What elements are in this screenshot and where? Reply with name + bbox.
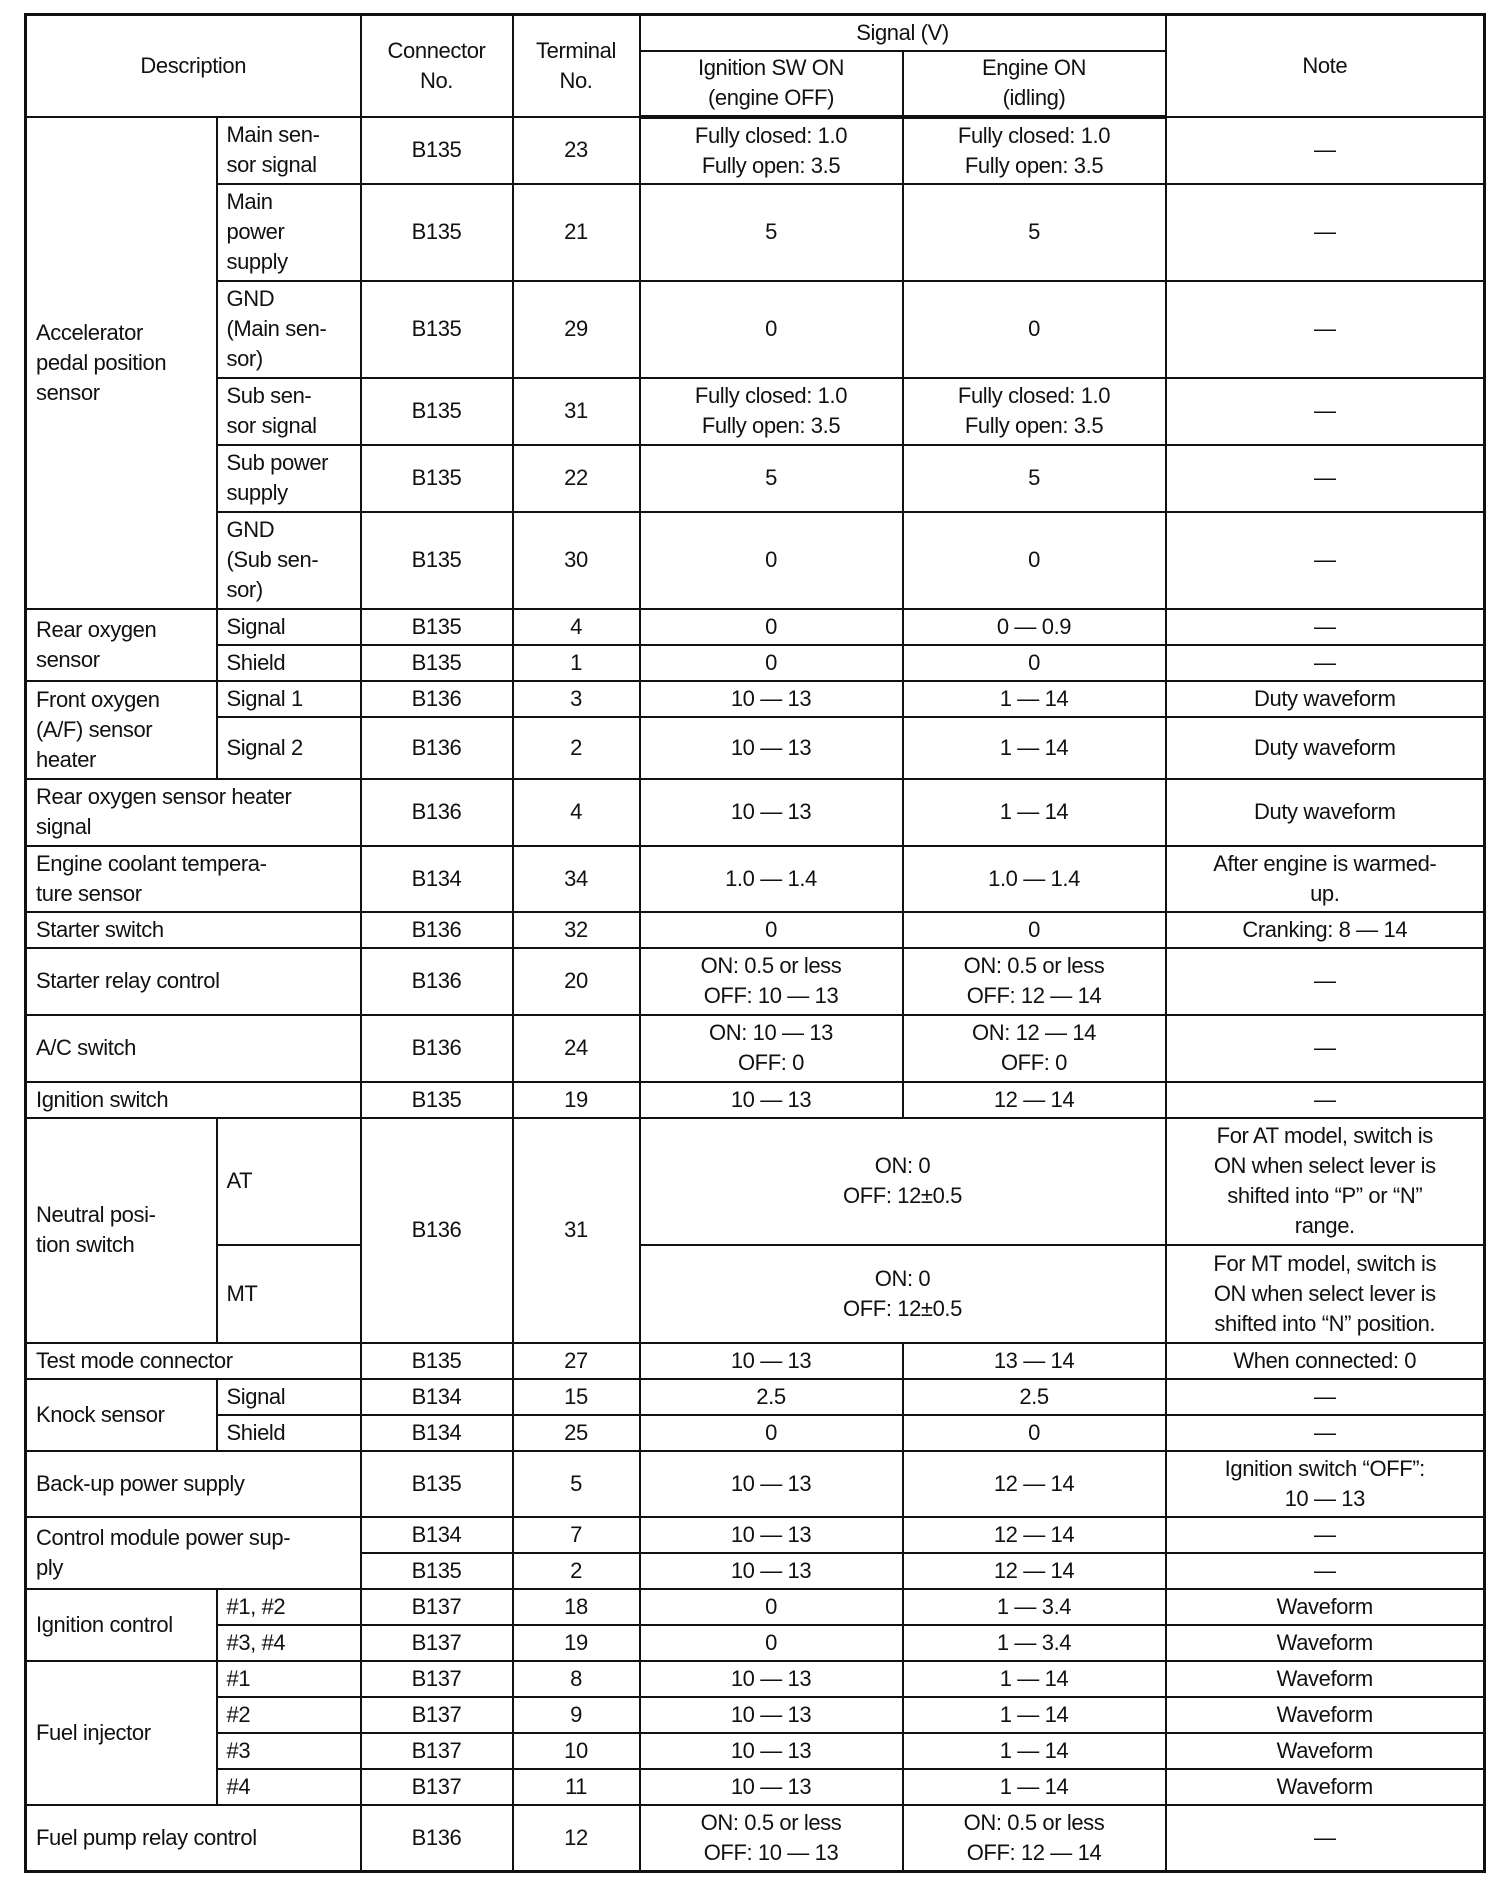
signal-engine-on: 1 — 14 [903,1661,1166,1697]
signal-engine-on: 12 — 14 [903,1553,1166,1589]
connector-no: B136 [361,779,513,846]
signal-engine-on: 12 — 14 [903,1517,1166,1553]
connector-no: B136 [361,912,513,948]
note: — [1166,948,1485,1015]
table-row [26,846,1485,912]
signal-ignition-on: ON: 10 — 13 OFF: 0 [640,1015,903,1082]
terminal-no: 34 [513,846,640,912]
signal-ignition-on: 10 — 13 [640,681,903,717]
signal-engine-on: ON: 0.5 or less OFF: 12 — 14 [903,1805,1166,1872]
signal-ignition-on: 10 — 13 [640,1697,903,1733]
signal-ignition-on: 10 — 13 [640,1451,903,1517]
signal-engine-on: 1 — 14 [903,779,1166,846]
terminal-no: 4 [513,779,640,846]
note: — [1166,184,1485,281]
table-row [26,1625,1485,1661]
terminal-no: 30 [513,512,640,609]
description: Ignition switch [26,1082,361,1118]
connector-no: B136 [361,948,513,1015]
signal-ignition-on: 0 [640,1589,903,1625]
note: Duty waveform [1166,717,1485,779]
header-terminal: Terminal No. [513,15,640,117]
description: Ignition control [26,1589,217,1661]
connector-no: B135 [361,1082,513,1118]
sub-description: #4 [217,1769,361,1805]
connector-no: B137 [361,1769,513,1805]
terminal-no: 3 [513,681,640,717]
note: — [1166,281,1485,378]
description: Back-up power supply [26,1451,361,1517]
terminal-no: 31 [513,1118,640,1343]
terminal-no: 2 [513,717,640,779]
connector-no: B136 [361,717,513,779]
sub-description: GND (Sub sen- sor) [217,512,361,609]
connector-no: B134 [361,1415,513,1451]
sub-description: MT [217,1245,361,1343]
sub-description: Main sen- sor signal [217,117,361,184]
signal-ignition-on: ON: 0.5 or less OFF: 10 — 13 [640,1805,903,1872]
note: — [1166,1553,1485,1589]
sub-description: #3 [217,1733,361,1769]
description: Engine coolant tempera- ture sensor [26,846,361,912]
sub-description: Shield [217,645,361,681]
sub-description: #2 [217,1697,361,1733]
description: Knock sensor [26,1379,217,1451]
terminal-no: 32 [513,912,640,948]
table-row [26,1118,1485,1245]
note: — [1166,445,1485,512]
sub-description: Main power supply [217,184,361,281]
description: Test mode connector [26,1343,361,1379]
table-row [26,1805,1485,1872]
terminal-no: 31 [513,378,640,445]
terminal-no: 21 [513,184,640,281]
terminal-no: 29 [513,281,640,378]
signal-value: ON: 0 OFF: 12±0.5 [640,1118,1166,1245]
sub-description: #1 [217,1661,361,1697]
connector-no: B136 [361,1805,513,1872]
table-body [26,117,1485,1872]
connector-no: B135 [361,609,513,645]
signal-ignition-on: 2.5 [640,1379,903,1415]
signal-engine-on: 1 — 14 [903,1733,1166,1769]
table-row [26,281,1485,378]
table-row [26,378,1485,445]
connector-no: B134 [361,1517,513,1553]
sub-description: #1, #2 [217,1589,361,1625]
table-row [26,717,1485,779]
signal-ignition-on: 10 — 13 [640,779,903,846]
connector-no: B135 [361,378,513,445]
note: Waveform [1166,1625,1485,1661]
signal-ignition-on: 0 [640,912,903,948]
header-note: Note [1166,15,1485,117]
description: Front oxygen (A/F) sensor heater [26,681,217,779]
terminal-no: 1 [513,645,640,681]
note: Cranking: 8 — 14 [1166,912,1485,948]
signal-engine-on: 0 [903,281,1166,378]
table-row [26,184,1485,281]
note: — [1166,609,1485,645]
signal-ignition-on: 10 — 13 [640,1343,903,1379]
table-row [26,645,1485,681]
note: For AT model, switch is ON when select lever is shifted into “P” or “N” range. [1166,1118,1485,1245]
table-row [26,779,1485,846]
terminal-no: 2 [513,1553,640,1589]
signal-engine-on: 1 — 14 [903,1697,1166,1733]
table-row [26,681,1485,717]
note: Waveform [1166,1769,1485,1805]
table-row [26,1379,1485,1415]
connector-no: B135 [361,645,513,681]
note: — [1166,117,1485,184]
table-row [26,1769,1485,1805]
note: Waveform [1166,1697,1485,1733]
terminal-no: 18 [513,1589,640,1625]
description: Fuel pump relay control [26,1805,361,1872]
signal-engine-on: 12 — 14 [903,1082,1166,1118]
terminal-no: 20 [513,948,640,1015]
sub-description: AT [217,1118,361,1245]
note: After engine is warmed- up. [1166,846,1485,912]
note: — [1166,1082,1485,1118]
header-connector: Connector No. [361,15,513,117]
signal-engine-on: 5 [903,184,1166,281]
note: — [1166,1805,1485,1872]
sub-description: Signal [217,1379,361,1415]
signal-ignition-on: 10 — 13 [640,1769,903,1805]
signal-engine-on: 2.5 [903,1379,1166,1415]
signal-ignition-on: 0 [640,281,903,378]
signal-engine-on: 0 [903,645,1166,681]
signal-ignition-on: 5 [640,445,903,512]
connector-no: B135 [361,1553,513,1589]
note: — [1166,1517,1485,1553]
description: Fuel injector [26,1661,217,1805]
note: Duty waveform [1166,779,1485,846]
signal-engine-on: 1.0 — 1.4 [903,846,1166,912]
note: When connected: 0 [1166,1343,1485,1379]
terminal-signal-table [24,13,1486,1873]
signal-ignition-on: 10 — 13 [640,1553,903,1589]
sub-description: Signal 1 [217,681,361,717]
connector-no: B135 [361,1451,513,1517]
connector-no: B136 [361,1118,513,1343]
note: — [1166,1415,1485,1451]
table-row [26,1661,1485,1697]
header-signal: Signal (V) [640,15,1166,51]
note: — [1166,1015,1485,1082]
signal-engine-on: 1 — 14 [903,681,1166,717]
connector-no: B137 [361,1733,513,1769]
table-row [26,1733,1485,1769]
terminal-no: 7 [513,1517,640,1553]
table-row [26,512,1485,609]
signal-engine-on: 1 — 14 [903,717,1166,779]
signal-engine-on: 13 — 14 [903,1343,1166,1379]
terminal-no: 11 [513,1769,640,1805]
signal-ignition-on: 10 — 13 [640,1661,903,1697]
connector-no: B134 [361,1379,513,1415]
signal-ignition-on: 0 [640,1415,903,1451]
signal-ignition-on: Fully closed: 1.0 Fully open: 3.5 [640,117,903,184]
sub-description: Sub sen- sor signal [217,378,361,445]
connector-no: B135 [361,445,513,512]
table-row [26,1451,1485,1517]
signal-engine-on: ON: 0.5 or less OFF: 12 — 14 [903,948,1166,1015]
description: A/C switch [26,1015,361,1082]
connector-no: B135 [361,184,513,281]
signal-ignition-on: 5 [640,184,903,281]
table-row [26,912,1485,948]
note: — [1166,645,1485,681]
signal-ignition-on: 0 [640,512,903,609]
signal-engine-on: 12 — 14 [903,1451,1166,1517]
signal-ignition-on: ON: 0.5 or less OFF: 10 — 13 [640,948,903,1015]
table-row [26,1697,1485,1733]
description: Starter switch [26,912,361,948]
signal-engine-on: 0 [903,512,1166,609]
signal-engine-on: 1 — 3.4 [903,1625,1166,1661]
sub-description: GND (Main sen- sor) [217,281,361,378]
terminal-no: 23 [513,117,640,184]
note: Ignition switch “OFF”: 10 — 13 [1166,1451,1485,1517]
description: Control module power sup- ply [26,1517,361,1589]
terminal-no: 5 [513,1451,640,1517]
terminal-no: 22 [513,445,640,512]
signal-engine-on: Fully closed: 1.0 Fully open: 3.5 [903,117,1166,184]
terminal-no: 19 [513,1082,640,1118]
signal-ignition-on: 10 — 13 [640,1082,903,1118]
note: For MT model, switch is ON when select lever is shifted into “N” position. [1166,1245,1485,1343]
connector-no: B137 [361,1625,513,1661]
signal-ignition-on: 10 — 13 [640,1517,903,1553]
note: — [1166,378,1485,445]
table-row [26,1245,1485,1343]
note: — [1166,1379,1485,1415]
terminal-no: 4 [513,609,640,645]
table-row [26,1082,1485,1118]
signal-engine-on: 0 [903,1415,1166,1451]
signal-engine-on: 0 — 0.9 [903,609,1166,645]
description: Neutral posi- tion switch [26,1118,217,1343]
signal-engine-on: 1 — 14 [903,1769,1166,1805]
signal-ignition-on: 10 — 13 [640,717,903,779]
signal-engine-on: Fully closed: 1.0 Fully open: 3.5 [903,378,1166,445]
header-description: Description [26,15,361,117]
signal-engine-on: 1 — 3.4 [903,1589,1166,1625]
signal-ignition-on: 0 [640,1625,903,1661]
terminal-no: 9 [513,1697,640,1733]
note: Waveform [1166,1661,1485,1697]
table-row [26,1415,1485,1451]
terminal-no: 24 [513,1015,640,1082]
signal-engine-on: 0 [903,912,1166,948]
connector-no: B137 [361,1697,513,1733]
terminal-no: 10 [513,1733,640,1769]
sub-description: Sub power supply [217,445,361,512]
terminal-no: 15 [513,1379,640,1415]
table-row [26,1015,1485,1082]
table-row [26,1517,1485,1553]
table-row [26,117,1485,184]
note: Waveform [1166,1589,1485,1625]
connector-no: B137 [361,1589,513,1625]
signal-engine-on: 5 [903,445,1166,512]
note: — [1166,512,1485,609]
table-row [26,609,1485,645]
description: Rear oxygen sensor heater signal [26,779,361,846]
sub-description: #3, #4 [217,1625,361,1661]
terminal-no: 12 [513,1805,640,1872]
terminal-no: 19 [513,1625,640,1661]
connector-no: B136 [361,681,513,717]
note: Duty waveform [1166,681,1485,717]
connector-no: B134 [361,846,513,912]
terminal-no: 25 [513,1415,640,1451]
signal-ignition-on: 0 [640,645,903,681]
signal-engine-on: ON: 12 — 14 OFF: 0 [903,1015,1166,1082]
description: Starter relay control [26,948,361,1015]
description: Rear oxygen sensor [26,609,217,681]
signal-ignition-on: Fully closed: 1.0 Fully open: 3.5 [640,378,903,445]
signal-ignition-on: 0 [640,609,903,645]
connector-no: B135 [361,512,513,609]
header-engine-on: Engine ON (idling) [903,51,1166,117]
note: Waveform [1166,1733,1485,1769]
table-row [26,948,1485,1015]
connector-no: B135 [361,1343,513,1379]
signal-ignition-on: 1.0 — 1.4 [640,846,903,912]
connector-no: B135 [361,117,513,184]
table-row [26,1343,1485,1379]
table-row [26,445,1485,512]
connector-no: B137 [361,1661,513,1697]
terminal-no: 27 [513,1343,640,1379]
signal-ignition-on: 10 — 13 [640,1733,903,1769]
sub-description: Signal [217,609,361,645]
sub-description: Shield [217,1415,361,1451]
terminal-no: 8 [513,1661,640,1697]
header-ignition-on: Ignition SW ON (engine OFF) [640,51,903,117]
table-row [26,1589,1485,1625]
signal-value: ON: 0 OFF: 12±0.5 [640,1245,1166,1343]
description: Accelerator pedal position sensor [26,117,217,609]
connector-no: B135 [361,281,513,378]
sub-description: Signal 2 [217,717,361,779]
connector-no: B136 [361,1015,513,1082]
